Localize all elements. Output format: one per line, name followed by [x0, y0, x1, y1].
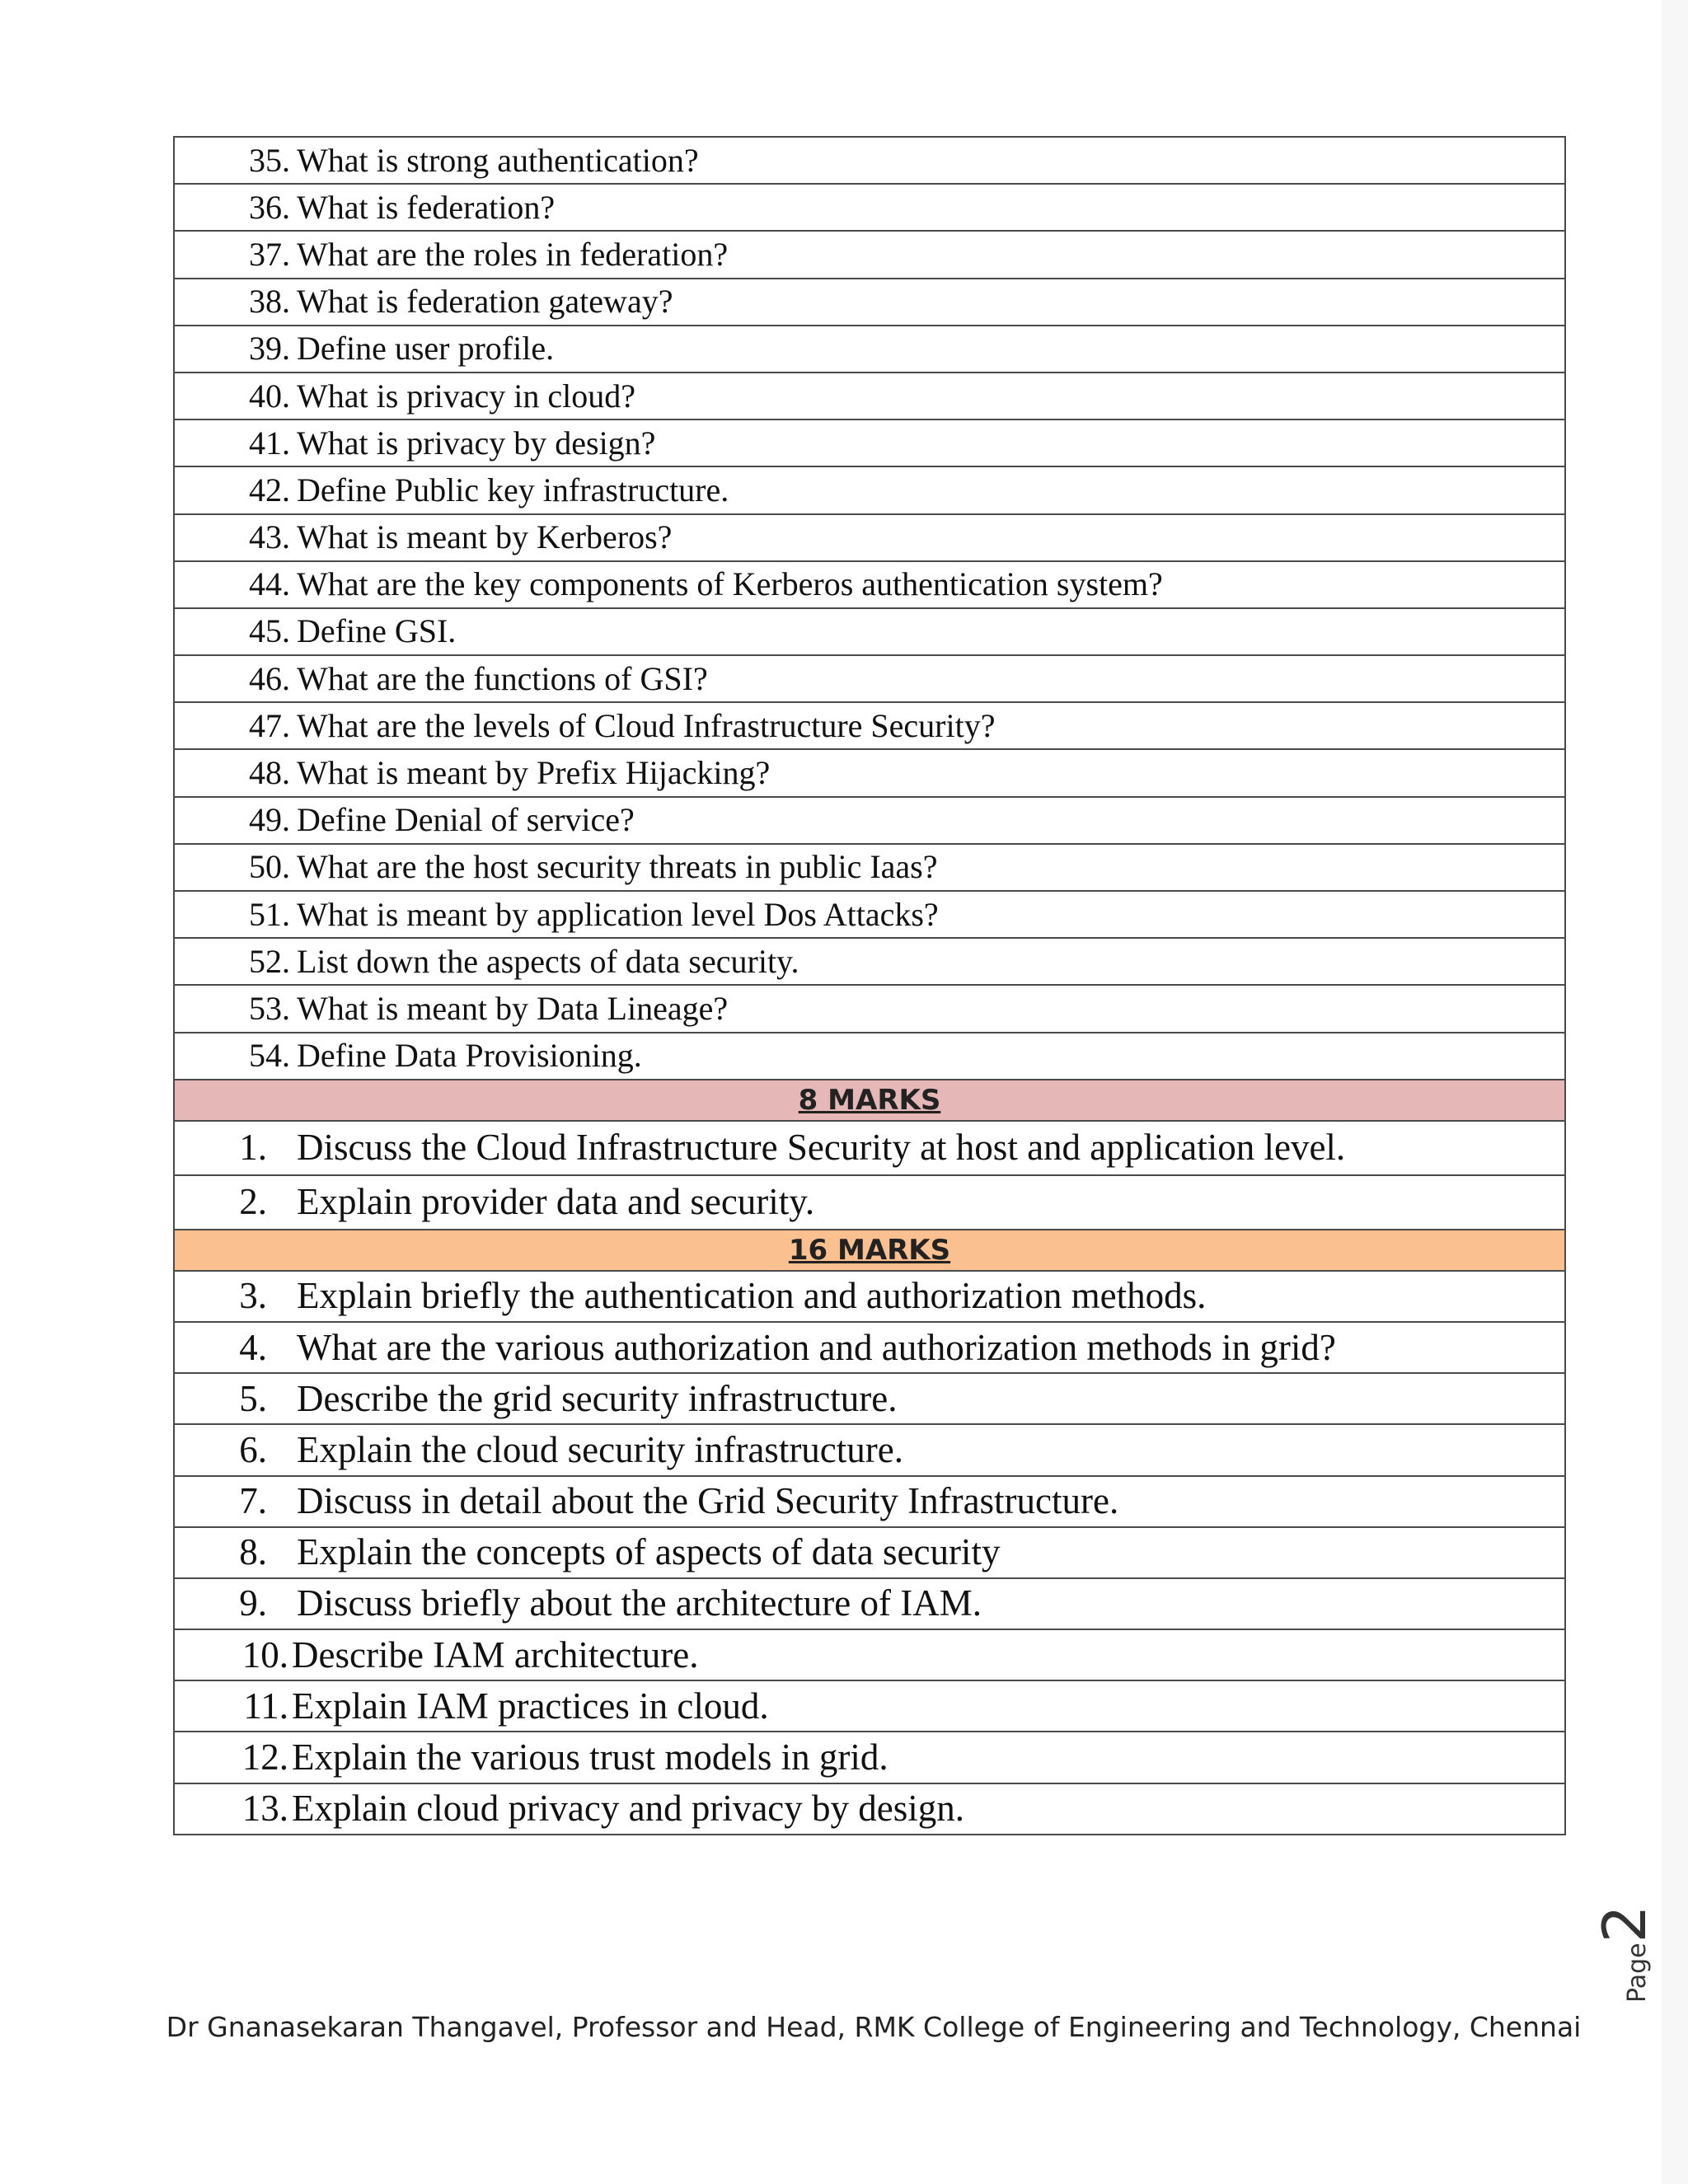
question-text: Describe IAM architecture. — [292, 1633, 699, 1675]
table-row — [174, 231, 1565, 278]
table-row — [174, 1175, 1565, 1230]
question-number: 46. — [249, 659, 290, 697]
table-row — [174, 1527, 1565, 1578]
question-number: 52. — [249, 942, 290, 980]
table-row — [174, 655, 1565, 702]
question-number: 12. — [241, 1736, 288, 1779]
section-header-8-marks — [174, 1080, 1565, 1121]
table-row — [174, 749, 1565, 796]
question-number: 1. — [239, 1127, 267, 1169]
question-number: 49. — [249, 801, 290, 839]
question-text: Discuss in detail about the Grid Security Infrastructure. — [297, 1480, 1119, 1522]
table-row — [174, 561, 1565, 608]
question-number: 4. — [239, 1326, 267, 1368]
table-row — [174, 1424, 1565, 1475]
section-header-16-marks — [174, 1230, 1565, 1271]
question-text: What are the roles in federation? — [297, 235, 729, 273]
question-number: 45. — [249, 612, 290, 650]
question-text: Define Public key infrastructure. — [297, 471, 729, 509]
question-number: 11. — [243, 1685, 288, 1727]
scrollbar-track[interactable] — [1662, 0, 1688, 2184]
question-number: 43. — [249, 518, 290, 556]
question-text: What are the host security threats in public Iaas? — [297, 848, 938, 886]
section-heading: 8 MARKS — [798, 1083, 941, 1117]
table-row — [174, 373, 1565, 419]
table-row — [174, 326, 1565, 373]
table-row — [174, 1578, 1565, 1629]
question-text: Describe the grid security infrastructure. — [297, 1377, 898, 1419]
table-row — [174, 137, 1565, 184]
question-number: 41. — [249, 424, 290, 462]
table-row — [174, 1033, 1565, 1080]
question-text: Define user profile. — [297, 330, 555, 368]
question-number: 37. — [249, 235, 290, 273]
question-number: 53. — [249, 989, 290, 1027]
question-text: Explain cloud privacy and privacy by design. — [292, 1788, 965, 1830]
question-number: 54. — [249, 1037, 290, 1075]
question-number: 50. — [249, 848, 290, 886]
question-text: Explain the various trust models in grid. — [292, 1736, 889, 1779]
question-text: What are the functions of GSI? — [297, 659, 708, 697]
question-number: 9. — [239, 1582, 267, 1624]
table-row — [174, 1732, 1565, 1783]
question-number: 3. — [239, 1275, 267, 1317]
question-text: What are the various authorization and authorization methods in grid? — [297, 1326, 1336, 1368]
question-number: 10. — [241, 1633, 288, 1675]
question-number: 5. — [239, 1377, 267, 1419]
question-number: 2. — [239, 1181, 267, 1223]
page-number-label — [1587, 1904, 1659, 2007]
question-text: What is meant by Data Lineage? — [297, 989, 729, 1027]
footer-author-line: Dr Gnanasekaran Thangavel, Professor and Head, RMK College of Engineering and Technology, Chennai — [166, 2011, 1582, 2043]
question-text: What is meant by Kerberos? — [297, 518, 673, 556]
question-text: What are the levels of Cloud Infrastructure Security? — [297, 706, 996, 744]
table-row — [174, 1629, 1565, 1680]
question-number: 7. — [239, 1480, 267, 1522]
table-row — [174, 514, 1565, 561]
question-number: 6. — [239, 1428, 267, 1470]
table-row — [174, 797, 1565, 844]
table-row — [174, 279, 1565, 326]
question-number: 47. — [249, 706, 290, 744]
table-row — [174, 1783, 1565, 1835]
question-text: What is meant by Prefix Hijacking? — [297, 754, 771, 792]
question-text: List down the aspects of data security. — [297, 942, 799, 980]
table-row — [174, 466, 1565, 513]
question-number: 44. — [249, 565, 290, 603]
question-table — [173, 136, 1566, 1835]
table-row — [174, 985, 1565, 1032]
question-number: 13. — [241, 1788, 288, 1830]
question-text: Discuss the Cloud Infrastructure Security at host and application level. — [297, 1127, 1346, 1169]
question-text: Explain the concepts of aspects of data security — [297, 1531, 1001, 1573]
question-text: Define GSI. — [297, 612, 457, 650]
question-text: What is federation gateway? — [297, 283, 673, 321]
section-heading: 16 MARKS — [788, 1233, 951, 1267]
question-number: 8. — [239, 1531, 267, 1573]
question-text: What are the key components of Kerberos authentication system? — [297, 565, 1163, 603]
question-text: Explain provider data and security. — [297, 1181, 815, 1223]
question-number: 39. — [249, 330, 290, 368]
question-text: What is meant by application level Dos Attacks? — [297, 895, 939, 933]
question-number: 42. — [249, 471, 290, 509]
question-text: What is federation? — [297, 188, 556, 226]
table-row — [174, 891, 1565, 938]
table-row — [174, 1680, 1565, 1732]
question-number: 48. — [249, 754, 290, 792]
table-row — [174, 702, 1565, 749]
question-number: 38. — [249, 283, 290, 321]
table-row — [174, 1373, 1565, 1424]
table-row — [174, 1271, 1565, 1322]
question-text: Discuss briefly about the architecture of IAM. — [297, 1582, 982, 1624]
page-word: Page — [1623, 1943, 1652, 2003]
table-row — [174, 844, 1565, 891]
question-number: 36. — [249, 188, 290, 226]
table-row — [174, 1121, 1565, 1175]
table-row — [174, 1476, 1565, 1527]
question-number: 35. — [249, 141, 290, 179]
question-text: What is privacy in cloud? — [297, 377, 635, 415]
question-text: Define Denial of service? — [297, 801, 635, 839]
table-row — [174, 938, 1565, 985]
question-number: 40. — [249, 377, 290, 415]
question-text: Explain the cloud security infrastructure. — [297, 1428, 903, 1470]
question-number: 51. — [249, 895, 290, 933]
table-row — [174, 1322, 1565, 1373]
question-text: Define Data Provisioning. — [297, 1037, 642, 1075]
question-text: What is strong authentication? — [297, 141, 699, 179]
table-row — [174, 184, 1565, 231]
page-number: 2 — [1590, 1905, 1659, 1943]
question-text: Explain briefly the authentication and authorization methods. — [297, 1275, 1207, 1317]
question-text: Explain IAM practices in cloud. — [292, 1685, 769, 1727]
table-row — [174, 608, 1565, 655]
table-row — [174, 419, 1565, 466]
question-text: What is privacy by design? — [297, 424, 656, 462]
